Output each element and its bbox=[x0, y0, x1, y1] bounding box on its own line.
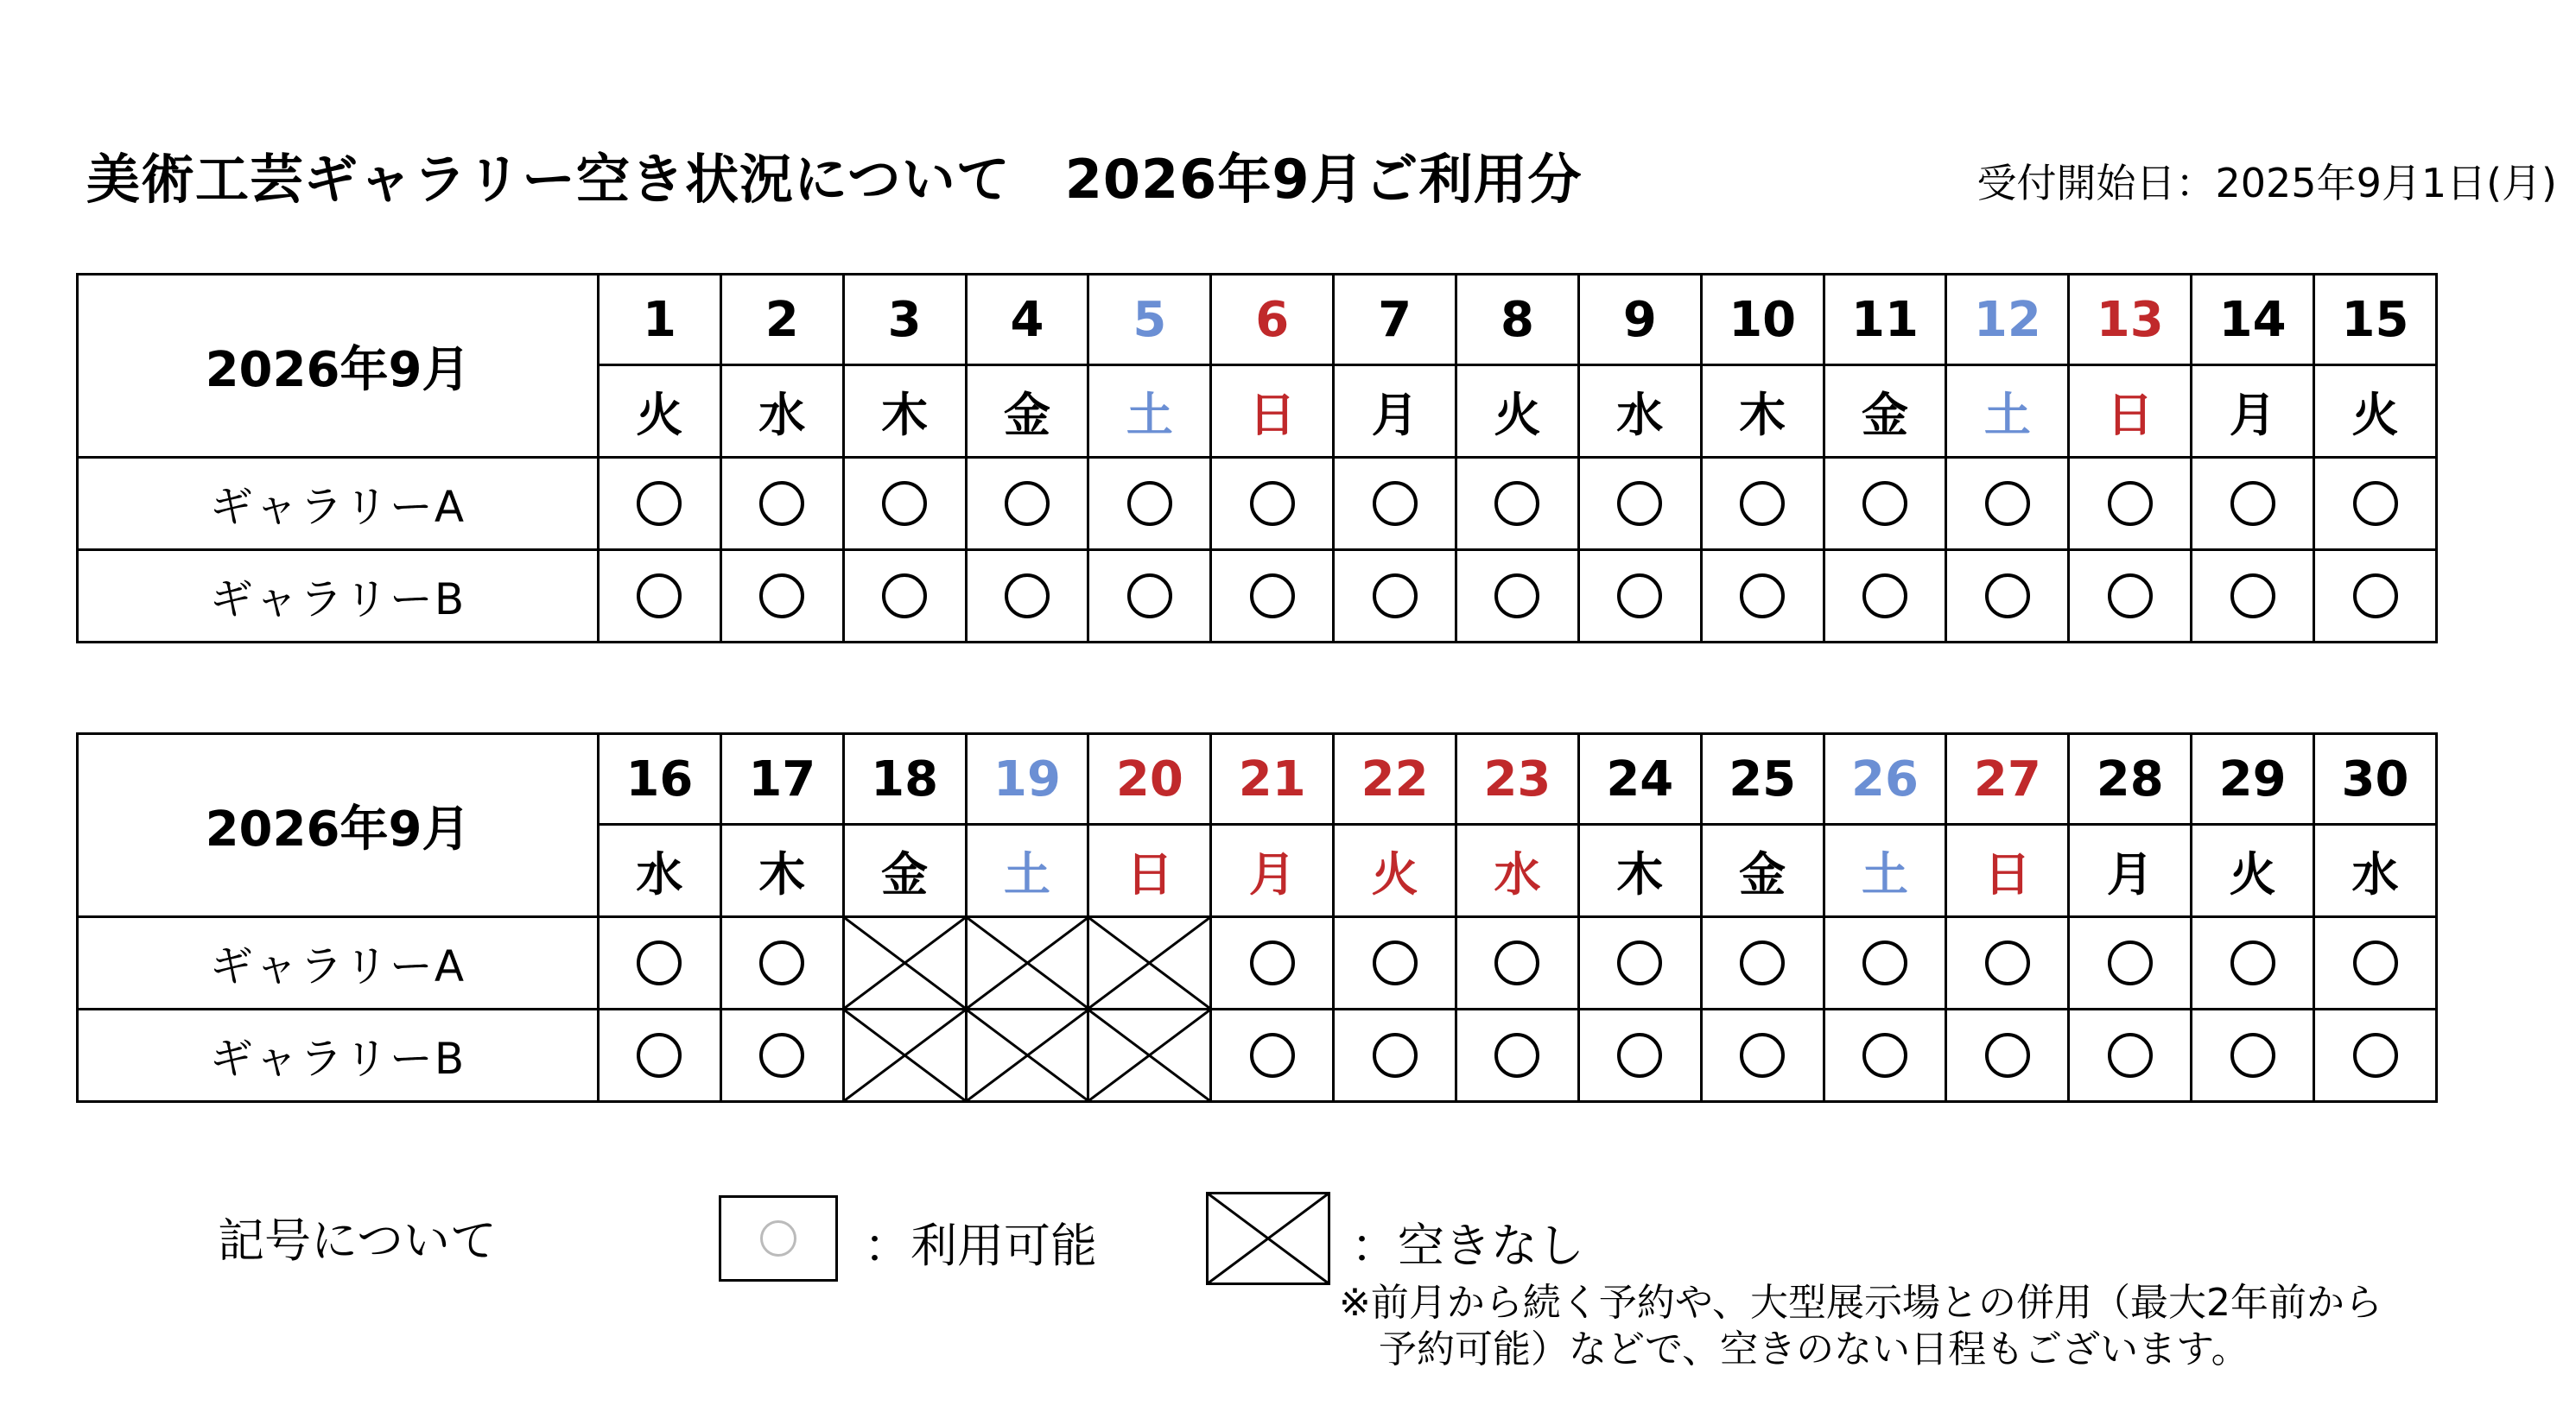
weekday: 土 bbox=[1824, 825, 1946, 917]
availability-cell bbox=[843, 550, 966, 643]
day-number: 24 bbox=[1578, 734, 1701, 825]
availability-cell bbox=[1946, 1010, 2069, 1102]
day-number: 28 bbox=[2069, 734, 2192, 825]
available-circle-icon bbox=[637, 481, 682, 526]
availability-cell bbox=[1456, 458, 1579, 550]
weekday: 金 bbox=[966, 365, 1088, 458]
day-number: 9 bbox=[1578, 275, 1701, 365]
available-circle-icon bbox=[1617, 573, 1662, 618]
unavailable-cell bbox=[1088, 1010, 1211, 1102]
gallery-name: ギャラリーA bbox=[78, 917, 599, 1010]
available-circle-icon bbox=[637, 573, 682, 618]
available-circle-icon bbox=[1740, 481, 1785, 526]
day-number: 6 bbox=[1211, 275, 1334, 365]
availability-cell bbox=[1334, 458, 1456, 550]
available-circle-icon bbox=[2230, 1033, 2275, 1078]
availability-cell bbox=[1578, 550, 1701, 643]
note-line-1: ※前月から続く予約や、大型展示場との併用（最大2年前から bbox=[1339, 1281, 2382, 1325]
availability-cell bbox=[2314, 1010, 2437, 1102]
weekday: 水 bbox=[720, 365, 843, 458]
available-circle-icon bbox=[1740, 940, 1785, 985]
weekday: 木 bbox=[720, 825, 843, 917]
available-circle-icon bbox=[1985, 573, 2030, 618]
available-circle-icon bbox=[637, 940, 682, 985]
day-number: 20 bbox=[1088, 734, 1211, 825]
note-line-2: 予約可能）などで、空きのない日程もございます。 bbox=[1379, 1327, 2249, 1371]
unavailable-cross-icon bbox=[1089, 918, 1209, 1008]
available-circle-icon bbox=[2353, 481, 2398, 526]
availability-cell bbox=[720, 458, 843, 550]
available-circle-icon bbox=[1250, 1033, 1295, 1078]
weekday: 金 bbox=[1824, 365, 1946, 458]
available-circle-icon bbox=[1494, 940, 1539, 985]
day-number-row bbox=[78, 734, 2437, 825]
unavailable-cell bbox=[966, 917, 1088, 1010]
weekday: 金 bbox=[843, 825, 966, 917]
availability-cell bbox=[1946, 550, 2069, 643]
available-circle-icon bbox=[1985, 481, 2030, 526]
availability-cell bbox=[1701, 550, 1824, 643]
available-circle-icon bbox=[882, 481, 927, 526]
availability-cell bbox=[2192, 458, 2314, 550]
availability-cell bbox=[2314, 550, 2437, 643]
availability-cell bbox=[1211, 550, 1334, 643]
availability-cell bbox=[1824, 550, 1946, 643]
available-circle-icon bbox=[1373, 940, 1418, 985]
day-number: 10 bbox=[1701, 275, 1824, 365]
available-circle-icon bbox=[759, 481, 804, 526]
day-number: 21 bbox=[1211, 734, 1334, 825]
weekday: 月 bbox=[1334, 365, 1456, 458]
weekday: 水 bbox=[599, 825, 721, 917]
day-number: 2 bbox=[720, 275, 843, 365]
day-number-row bbox=[78, 275, 2437, 365]
day-number: 27 bbox=[1946, 734, 2069, 825]
unavailable-cell bbox=[843, 1010, 966, 1102]
availability-cell bbox=[1211, 458, 1334, 550]
day-number: 14 bbox=[2192, 275, 2314, 365]
availability-cell bbox=[1211, 917, 1334, 1010]
availability-cell bbox=[599, 458, 721, 550]
availability-cell bbox=[1701, 917, 1824, 1010]
available-circle-icon bbox=[759, 573, 804, 618]
legend-note bbox=[1339, 1280, 2382, 1373]
day-number: 30 bbox=[2314, 734, 2437, 825]
weekday: 土 bbox=[1088, 365, 1211, 458]
weekday: 土 bbox=[966, 825, 1088, 917]
available-circle-icon bbox=[1985, 1033, 2030, 1078]
availability-cell bbox=[1824, 458, 1946, 550]
unavailable-cross-icon bbox=[845, 1010, 965, 1100]
reception-start-date: 受付開始日：2025年9月1日(月) bbox=[1976, 160, 2557, 206]
gallery-row bbox=[78, 1010, 2437, 1102]
unavailable-cross-icon bbox=[968, 918, 1088, 1008]
weekday: 日 bbox=[1946, 825, 2069, 917]
availability-cell bbox=[2192, 917, 2314, 1010]
day-number: 12 bbox=[1946, 275, 2069, 365]
availability-cell bbox=[1946, 458, 2069, 550]
availability-cell bbox=[599, 1010, 721, 1102]
available-circle-icon bbox=[2108, 1033, 2153, 1078]
available-circle-icon bbox=[1862, 940, 1907, 985]
available-circle-icon bbox=[1494, 1033, 1539, 1078]
day-number: 7 bbox=[1334, 275, 1456, 365]
gallery-name: ギャラリーB bbox=[78, 1010, 599, 1102]
available-circle-icon bbox=[1494, 481, 1539, 526]
available-circle-icon bbox=[1862, 481, 1907, 526]
available-circle-icon bbox=[637, 1033, 682, 1078]
availability-cell bbox=[2069, 1010, 2192, 1102]
availability-cell bbox=[2314, 458, 2437, 550]
gallery-row bbox=[78, 917, 2437, 1010]
weekday: 月 bbox=[2192, 365, 2314, 458]
weekday: 日 bbox=[1211, 365, 1334, 458]
available-circle-icon bbox=[1250, 481, 1295, 526]
available-circle-icon bbox=[2230, 481, 2275, 526]
day-number: 1 bbox=[599, 275, 721, 365]
available-circle-icon bbox=[2353, 573, 2398, 618]
availability-cell bbox=[720, 917, 843, 1010]
available-circle-icon bbox=[1862, 1033, 1907, 1078]
availability-cell bbox=[1334, 917, 1456, 1010]
availability-cell bbox=[1578, 917, 1701, 1010]
availability-cell bbox=[1456, 550, 1579, 643]
day-number: 19 bbox=[966, 734, 1088, 825]
weekday: 月 bbox=[2069, 825, 2192, 917]
availability-cell bbox=[1088, 458, 1211, 550]
availability-cell bbox=[1701, 1010, 1824, 1102]
available-circle-icon bbox=[1740, 573, 1785, 618]
unavailable-cell bbox=[843, 917, 966, 1010]
available-circle-icon bbox=[1740, 1033, 1785, 1078]
available-circle-icon bbox=[1373, 573, 1418, 618]
availability-cell bbox=[1456, 1010, 1579, 1102]
weekday: 水 bbox=[1456, 825, 1579, 917]
day-number: 29 bbox=[2192, 734, 2314, 825]
availability-cell bbox=[2314, 917, 2437, 1010]
day-number: 22 bbox=[1334, 734, 1456, 825]
unavailable-cross-icon bbox=[968, 1010, 1088, 1100]
day-number: 4 bbox=[966, 275, 1088, 365]
weekday: 火 bbox=[2314, 365, 2437, 458]
available-circle-icon bbox=[1005, 573, 1050, 618]
day-number: 17 bbox=[720, 734, 843, 825]
weekday: 日 bbox=[2069, 365, 2192, 458]
available-circle-icon bbox=[2230, 940, 2275, 985]
day-number: 25 bbox=[1701, 734, 1824, 825]
weekday: 火 bbox=[1334, 825, 1456, 917]
available-circle-icon bbox=[1985, 940, 2030, 985]
available-circle-icon bbox=[1127, 481, 1172, 526]
availability-cell bbox=[1088, 550, 1211, 643]
gallery-row bbox=[78, 458, 2437, 550]
available-circle-icon bbox=[1617, 940, 1662, 985]
availability-cell bbox=[2069, 550, 2192, 643]
weekday: 火 bbox=[2192, 825, 2314, 917]
availability-cell bbox=[2192, 550, 2314, 643]
available-circle-icon bbox=[2230, 573, 2275, 618]
availability-cell bbox=[720, 550, 843, 643]
weekday: 月 bbox=[1211, 825, 1334, 917]
unavailable-cell bbox=[966, 1010, 1088, 1102]
day-number: 18 bbox=[843, 734, 966, 825]
available-circle-icon bbox=[1005, 481, 1050, 526]
weekday: 水 bbox=[1578, 365, 1701, 458]
weekday: 木 bbox=[1578, 825, 1701, 917]
weekday: 木 bbox=[1701, 365, 1824, 458]
weekday: 日 bbox=[1088, 825, 1211, 917]
day-number: 11 bbox=[1824, 275, 1946, 365]
weekday: 金 bbox=[1701, 825, 1824, 917]
legend-title: 記号について bbox=[218, 1213, 497, 1268]
availability-cell bbox=[1456, 917, 1579, 1010]
legend-unavailable-label: ：空きなし bbox=[1351, 1219, 1584, 1273]
weekday: 水 bbox=[2314, 825, 2437, 917]
availability-cell bbox=[720, 1010, 843, 1102]
available-circle-icon bbox=[1250, 573, 1295, 618]
availability-cell bbox=[2069, 917, 2192, 1010]
available-circle-icon bbox=[1617, 481, 1662, 526]
available-circle-icon bbox=[1127, 573, 1172, 618]
available-circle-icon bbox=[1494, 573, 1539, 618]
available-circle-icon bbox=[1862, 573, 1907, 618]
availability-cell bbox=[1824, 1010, 1946, 1102]
day-number: 16 bbox=[599, 734, 721, 825]
gallery-name: ギャラリーA bbox=[78, 458, 599, 550]
availability-cell bbox=[2192, 1010, 2314, 1102]
legend-unavailable-symbol bbox=[1206, 1192, 1330, 1285]
page-title: 美術工芸ギャラリー空き状況について 2026年9月ご利用分 bbox=[86, 148, 1583, 211]
availability-cell bbox=[1824, 917, 1946, 1010]
day-number: 5 bbox=[1088, 275, 1211, 365]
weekday: 土 bbox=[1946, 365, 2069, 458]
availability-cell bbox=[1334, 550, 1456, 643]
unavailable-cross-icon bbox=[845, 918, 965, 1008]
availability-table-second-half bbox=[76, 732, 2438, 1103]
unavailable-cell bbox=[1088, 917, 1211, 1010]
weekday: 火 bbox=[1456, 365, 1579, 458]
day-number: 23 bbox=[1456, 734, 1579, 825]
availability-cell bbox=[966, 458, 1088, 550]
gallery-row bbox=[78, 550, 2437, 643]
availability-cell bbox=[966, 550, 1088, 643]
availability-cell bbox=[1946, 917, 2069, 1010]
availability-cell bbox=[599, 550, 721, 643]
available-circle-icon bbox=[2108, 481, 2153, 526]
gallery-name: ギャラリーB bbox=[78, 550, 599, 643]
availability-cell bbox=[599, 917, 721, 1010]
availability-cell bbox=[1211, 1010, 1334, 1102]
available-circle-icon bbox=[882, 573, 927, 618]
availability-cell bbox=[1701, 458, 1824, 550]
availability-cell bbox=[1578, 1010, 1701, 1102]
available-circle-icon bbox=[2353, 1033, 2398, 1078]
day-number: 8 bbox=[1456, 275, 1579, 365]
available-circle-icon bbox=[759, 940, 804, 985]
available-circle-icon bbox=[1250, 940, 1295, 985]
availability-cell bbox=[843, 458, 966, 550]
legend-available-label: ：利用可能 bbox=[864, 1219, 1097, 1273]
available-circle-icon bbox=[2108, 940, 2153, 985]
day-number: 26 bbox=[1824, 734, 1946, 825]
month-label: 2026年9月 bbox=[78, 275, 599, 458]
weekday: 木 bbox=[843, 365, 966, 458]
unavailable-cross-icon bbox=[1089, 1010, 1209, 1100]
available-circle-icon bbox=[2108, 573, 2153, 618]
availability-cell bbox=[1578, 458, 1701, 550]
month-label: 2026年9月 bbox=[78, 734, 599, 917]
available-circle-icon bbox=[1617, 1033, 1662, 1078]
day-number: 15 bbox=[2314, 275, 2437, 365]
availability-cell bbox=[2069, 458, 2192, 550]
weekday: 火 bbox=[599, 365, 721, 458]
availability-table-first-half bbox=[76, 273, 2438, 643]
available-circle-icon bbox=[1373, 481, 1418, 526]
available-circle-icon bbox=[1373, 1033, 1418, 1078]
day-number: 3 bbox=[843, 275, 966, 365]
available-circle-icon bbox=[759, 1033, 804, 1078]
legend-available-symbol bbox=[719, 1195, 838, 1282]
day-number: 13 bbox=[2069, 275, 2192, 365]
availability-cell bbox=[1334, 1010, 1456, 1102]
circle-icon bbox=[760, 1220, 796, 1257]
available-circle-icon bbox=[2353, 940, 2398, 985]
